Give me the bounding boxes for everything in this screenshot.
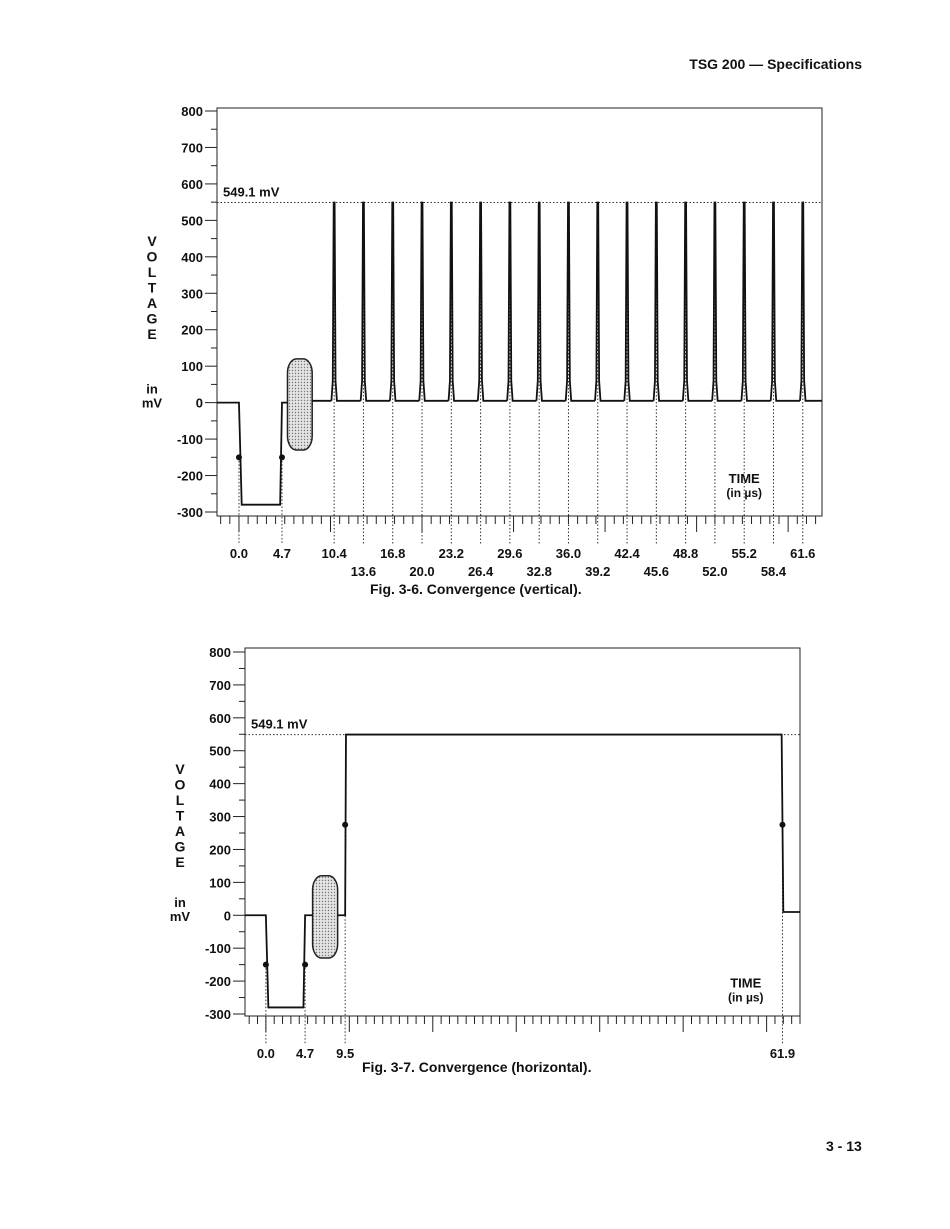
y-axis-label-letter: V [175,760,185,777]
level-label: 549.1 mV [223,184,280,200]
y-tick-label: 300 [181,286,203,302]
y-tick-label: -100 [176,432,203,448]
waveform-marker [342,822,348,828]
y-axis-label-letter: V [147,232,157,249]
x-tick-label: 23.2 [438,546,464,561]
x-tick-label: 0.0 [229,546,249,561]
x-tick-label: 61.6 [790,546,816,561]
y-tick-label: 700 [181,140,203,156]
y-axis-unit: mV [141,395,163,411]
x-tick-label: 0.0 [256,1046,275,1061]
y-tick-label: 800 [181,104,203,119]
y-axis-label-letter: E [147,325,157,342]
x-tick-label: 20.0 [409,564,435,579]
y-tick-label: 300 [209,809,231,825]
y-axis-label-letter: T [175,807,185,824]
x-tick-label: 13.6 [350,564,377,579]
x-tick-label: 52.0 [702,564,728,579]
y-tick-label: -300 [176,505,203,520]
x-tick-label: 58.4 [760,564,787,579]
y-axis-unit: in [146,381,158,397]
y-tick-label: 200 [209,842,231,858]
x-tick-label: 42.4 [614,546,640,561]
x-tick-label: 36.0 [555,546,582,561]
y-axis-label-letter: E [175,853,185,870]
y-tick-label: -300 [204,1007,231,1022]
y-tick-label: 200 [181,322,203,338]
y-tick-label: 100 [181,359,203,375]
y-axis-label-letter: L [175,791,185,808]
waveform-marker [779,822,785,828]
waveform-marker [263,962,269,968]
waveform-line [338,735,800,916]
y-tick-label: 0 [195,395,203,411]
y-tick-label: 400 [209,776,231,792]
y-axis-label-letter: O [146,248,158,265]
y-tick-label: 400 [181,249,203,265]
x-tick-label: 9.5 [336,1046,355,1061]
figure-caption: Fig. 3-6. Convergence (vertical). [370,581,582,597]
y-axis-label-letter: L [147,263,157,280]
x-tick-label: 55.2 [731,546,757,561]
y-tick-label: -200 [176,468,203,484]
shaded-blanking-region [313,876,338,958]
x-tick-label: 39.2 [585,564,611,579]
x-tick-label: 61.9 [769,1046,796,1061]
y-tick-label: 500 [209,743,231,759]
x-tick-label: 4.7 [272,546,292,561]
y-tick-label: 500 [181,213,203,229]
plot-frame [245,648,800,1016]
x-axis-unit: (in µs) [727,990,764,1005]
x-tick-label: 29.6 [497,546,523,561]
y-tick-label: 100 [209,875,231,891]
x-tick-label: 48.8 [672,546,699,561]
y-tick-label: 700 [209,677,231,693]
y-axis-label-letter: G [174,838,186,855]
y-axis-label-letter: A [174,822,186,839]
y-axis-label-letter: G [146,310,158,327]
y-axis-unit: in [174,895,186,911]
figure-caption: Fig. 3-7. Convergence (horizontal). [362,1059,592,1075]
y-tick-label: -200 [204,974,231,990]
x-tick-label: 32.8 [526,564,552,579]
page-number: 3 - 13 [826,1138,862,1154]
level-label: 549.1 mV [251,716,308,732]
x-tick-label: 4.7 [296,1046,315,1061]
page-header: TSG 200 — Specifications [689,56,862,72]
y-axis-unit: mV [169,909,191,925]
x-tick-label: 16.8 [380,546,406,561]
y-axis-label-letter: A [146,294,158,311]
y-tick-label: 0 [223,908,231,924]
y-tick-label: -100 [204,941,231,957]
waveform-marker [302,962,308,968]
y-axis-label-letter: T [147,279,157,296]
y-tick-label: 800 [209,645,231,660]
x-tick-label: 10.4 [321,546,347,561]
y-axis-label-letter: O [174,776,186,793]
x-tick-label: 26.4 [467,564,494,579]
x-axis-unit: (in µs) [726,485,762,500]
y-tick-label: 600 [209,710,231,726]
x-axis-label: TIME [728,470,760,486]
x-tick-label: 45.6 [643,564,669,579]
y-tick-label: 600 [181,176,203,192]
waveform-line [245,915,313,1007]
x-axis-label: TIME [730,975,762,991]
